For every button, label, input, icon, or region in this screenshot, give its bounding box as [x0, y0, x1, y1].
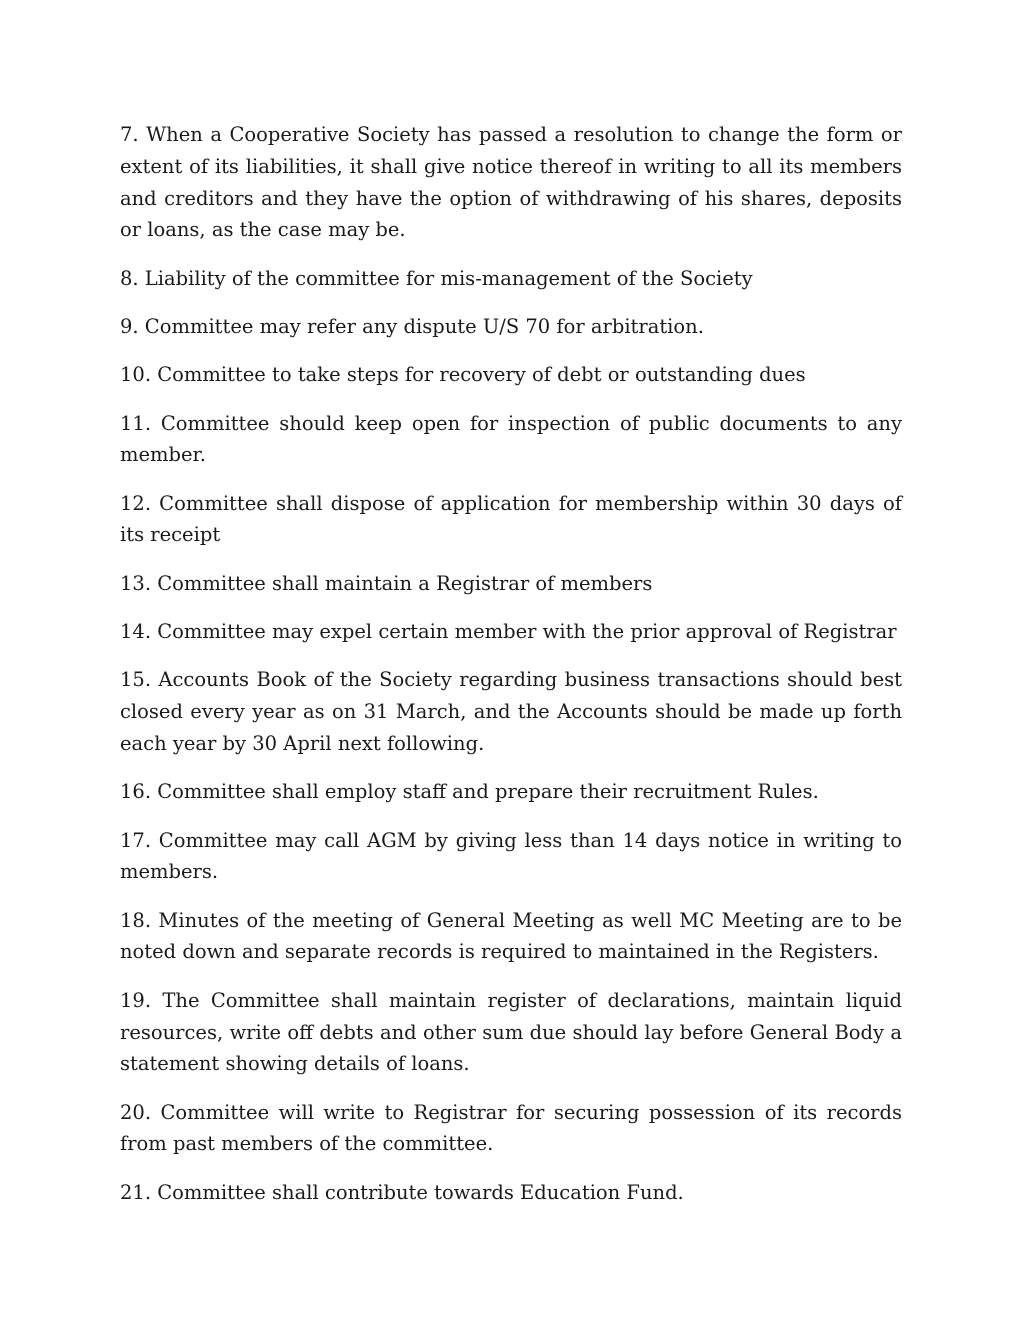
document-page: [120, 119, 902, 1225]
paragraph-14: 14. Committee may expel certain member with the prior approval of Registrar: [120, 620, 897, 644]
paragraph-17: 17. Committee may call AGM by giving less than 14 days notice in writing to members.: [120, 828, 902, 884]
paragraph-19: 19. The Committee shall maintain register of declarations, maintain liquid resources, write off debts and other sum due should lay before General Body a statement showing details of loans.: [120, 988, 902, 1076]
paragraph-7: 7. When a Cooperative Society has passed a resolution to change the form or extent of its liabilities, it shall give notice thereof in writing to all its members and creditors and they have the option of withdrawing of his shares, deposits or loans, as the case may be.: [120, 123, 902, 242]
paragraph-18: 18. Minutes of the meeting of General Meeting as well MC Meeting are to be noted down and separate records is required to maintained in the Registers.: [120, 908, 902, 964]
paragraph-16: 16. Committee shall employ staff and prepare their recruitment Rules.: [120, 780, 819, 804]
paragraph-15: 15. Accounts Book of the Society regarding business transactions should best closed every year as on 31 March, and the Accounts should be made up forth each year by 30 April next following.: [120, 668, 902, 755]
paragraph-9: 9. Committee may refer any dispute U/S 70 for arbitration.: [120, 314, 704, 338]
paragraph-13: 13. Committee shall maintain a Registrar of members: [120, 571, 653, 595]
paragraph-8: 8. Liability of the committee for mis-management of the Society: [120, 266, 753, 290]
paragraph-11: 11. Committee should keep open for inspection of public documents to any member.: [120, 411, 902, 467]
paragraph-20: 20. Committee will write to Registrar for securing possession of its records from past members of the committee.: [120, 1100, 902, 1156]
paragraph-10: 10. Committee to take steps for recovery of debt or outstanding dues: [120, 363, 806, 387]
paragraph-21: 21. Committee shall contribute towards Education Fund.: [120, 1180, 684, 1204]
paragraph-12: 12. Committee shall dispose of application for membership within 30 days of its receipt: [120, 491, 902, 547]
